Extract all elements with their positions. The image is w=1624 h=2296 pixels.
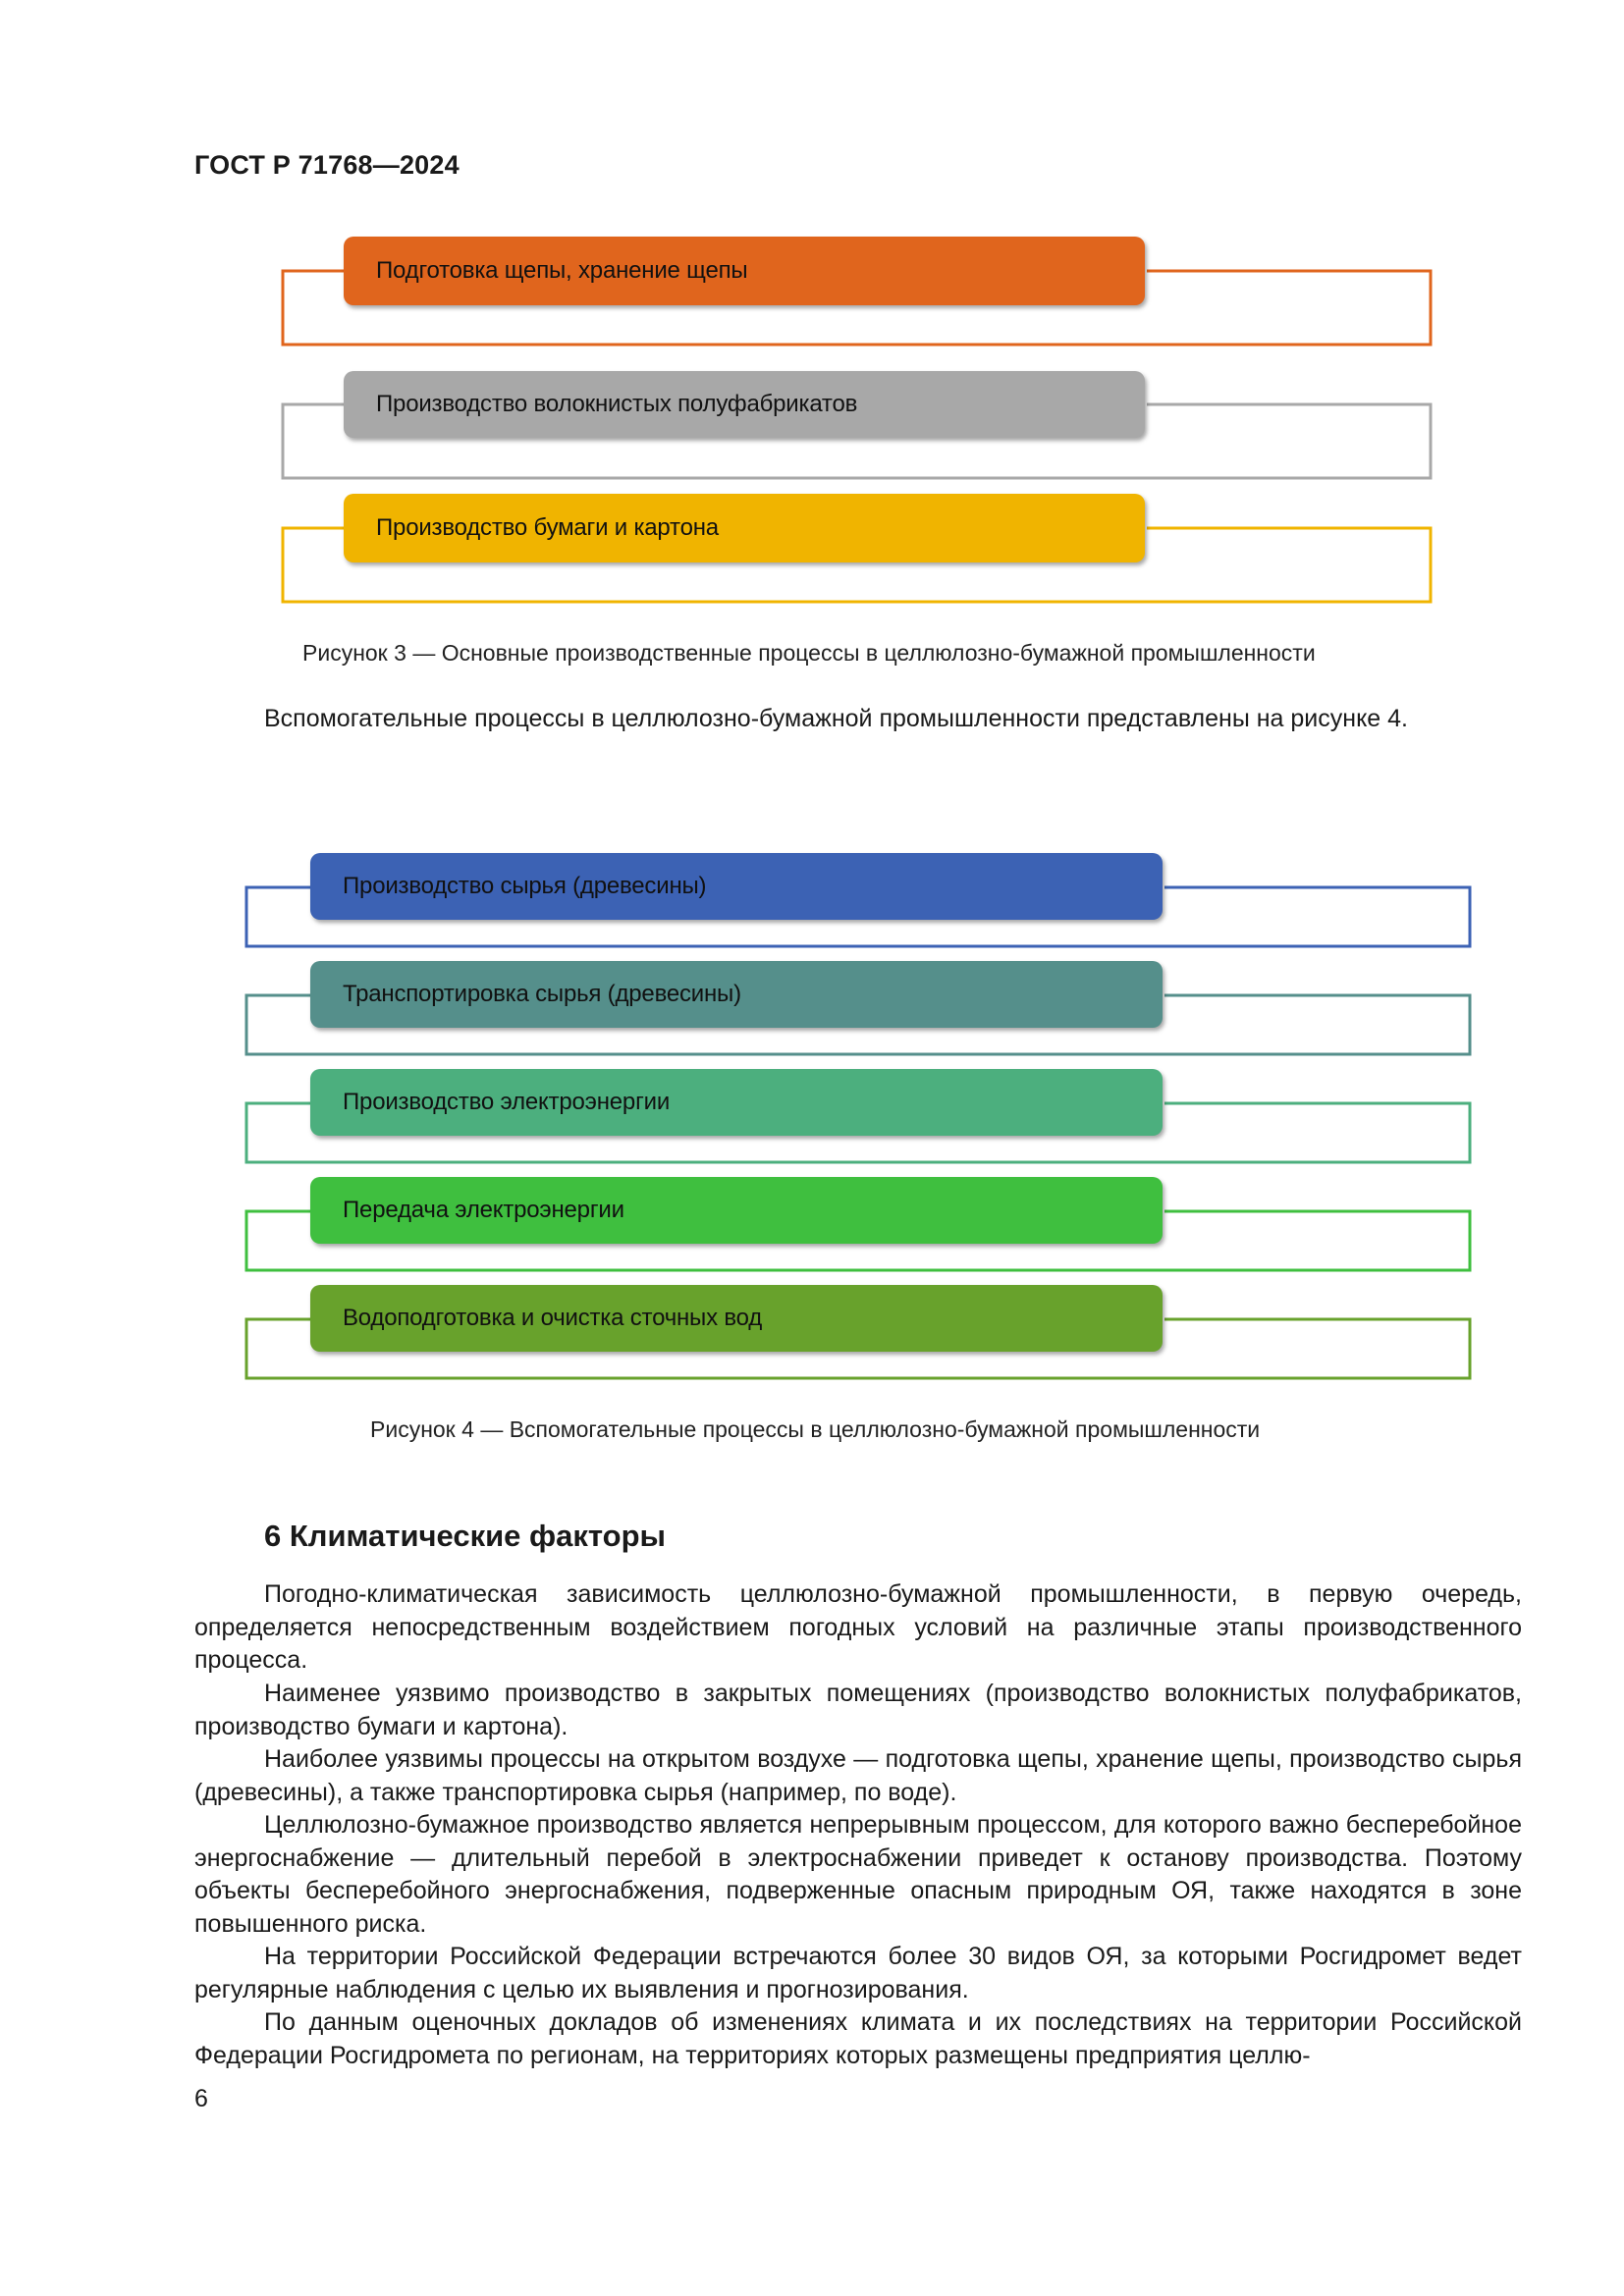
section-paragraph-5: На территории Российской Федерации встречаются более 30 видов ОЯ, за которыми Росгидромет ведет регулярные наблюдения с целью их выявления и прогнозирования. xyxy=(194,1943,1522,2003)
figure-4-caption: Рисунок 4 — Вспомогательные процессы в целлюлозно-бумажной промышленности xyxy=(370,1416,1261,1442)
section-title: 6 Климатические факторы xyxy=(264,1519,667,1553)
process-label: Производство бумаги и картона xyxy=(376,514,719,541)
process-label: Подготовка щепы, хранение щепы xyxy=(376,257,748,284)
process-box-power-transmission xyxy=(310,1177,1163,1244)
process-label: Производство волокнистых полуфабрикатов xyxy=(376,391,858,417)
process-label: Производство сырья (древесины) xyxy=(343,873,707,899)
process-box-raw-material-transport xyxy=(310,961,1163,1028)
process-box-paper-cardboard xyxy=(344,494,1145,562)
process-label: Транспортировка сырья (древесины) xyxy=(343,981,741,1007)
section-paragraph-1: Погодно-климатическая зависимость целлюлозно-бумажной промышленности, в первую очередь, определяется непосредственным воздействием погодных условий на различные этапы производственного процесса. xyxy=(194,1580,1522,1674)
process-box-fiber-semiproducts xyxy=(344,371,1145,438)
process-label: Водоподготовка и очистка сточных вод xyxy=(343,1305,763,1331)
process-label: Производство электроэнергии xyxy=(343,1089,671,1115)
page-number: 6 xyxy=(194,2085,208,2112)
document-header: ГОСТ Р 71768—2024 xyxy=(194,150,460,180)
process-label: Передача электроэнергии xyxy=(343,1197,624,1223)
process-box-power-generation xyxy=(310,1069,1163,1136)
process-box-chip-preparation xyxy=(344,237,1145,305)
process-box-raw-material-production xyxy=(310,853,1163,920)
section-paragraph-2: Наименее уязвимо производство в закрытых помещениях (производство волокнистых полуфабрикатов, производство бумаги и картона). xyxy=(194,1680,1522,1740)
process-box-water-treatment xyxy=(310,1285,1163,1352)
intro-paragraph: Вспомогательные процессы в целлюлозно-бумажной промышленности представлены на рисунке 4. xyxy=(264,705,1408,732)
section-paragraph-4: Целлюлозно-бумажное производство является непрерывным процессом, для которого важно бесперебойное энергоснабжение — длительный перебой в электроснабжении приведет к останову производства. Поэтому объекты бесперебойного энергоснабжения, подверженные опасным природным ОЯ, также находятся в зоне повышенного риска. xyxy=(194,1811,1522,1938)
figure-3-caption: Рисунок 3 — Основные производственные процессы в целлюлозно-бумажной промышленности xyxy=(302,640,1316,666)
section-paragraph-3: Наиболее уязвимы процессы на открытом воздухе — подготовка щепы, хранение щепы, производство сырья (древесины), а также транспортировка сырья (например, по воде). xyxy=(194,1745,1522,1806)
section-paragraph-6: По данным оценочных докладов об изменениях климата и их последствиях на территории Российской Федерации Росгидромета по регионам, на территориях которых размещены предприятия целлю- xyxy=(194,2008,1522,2069)
